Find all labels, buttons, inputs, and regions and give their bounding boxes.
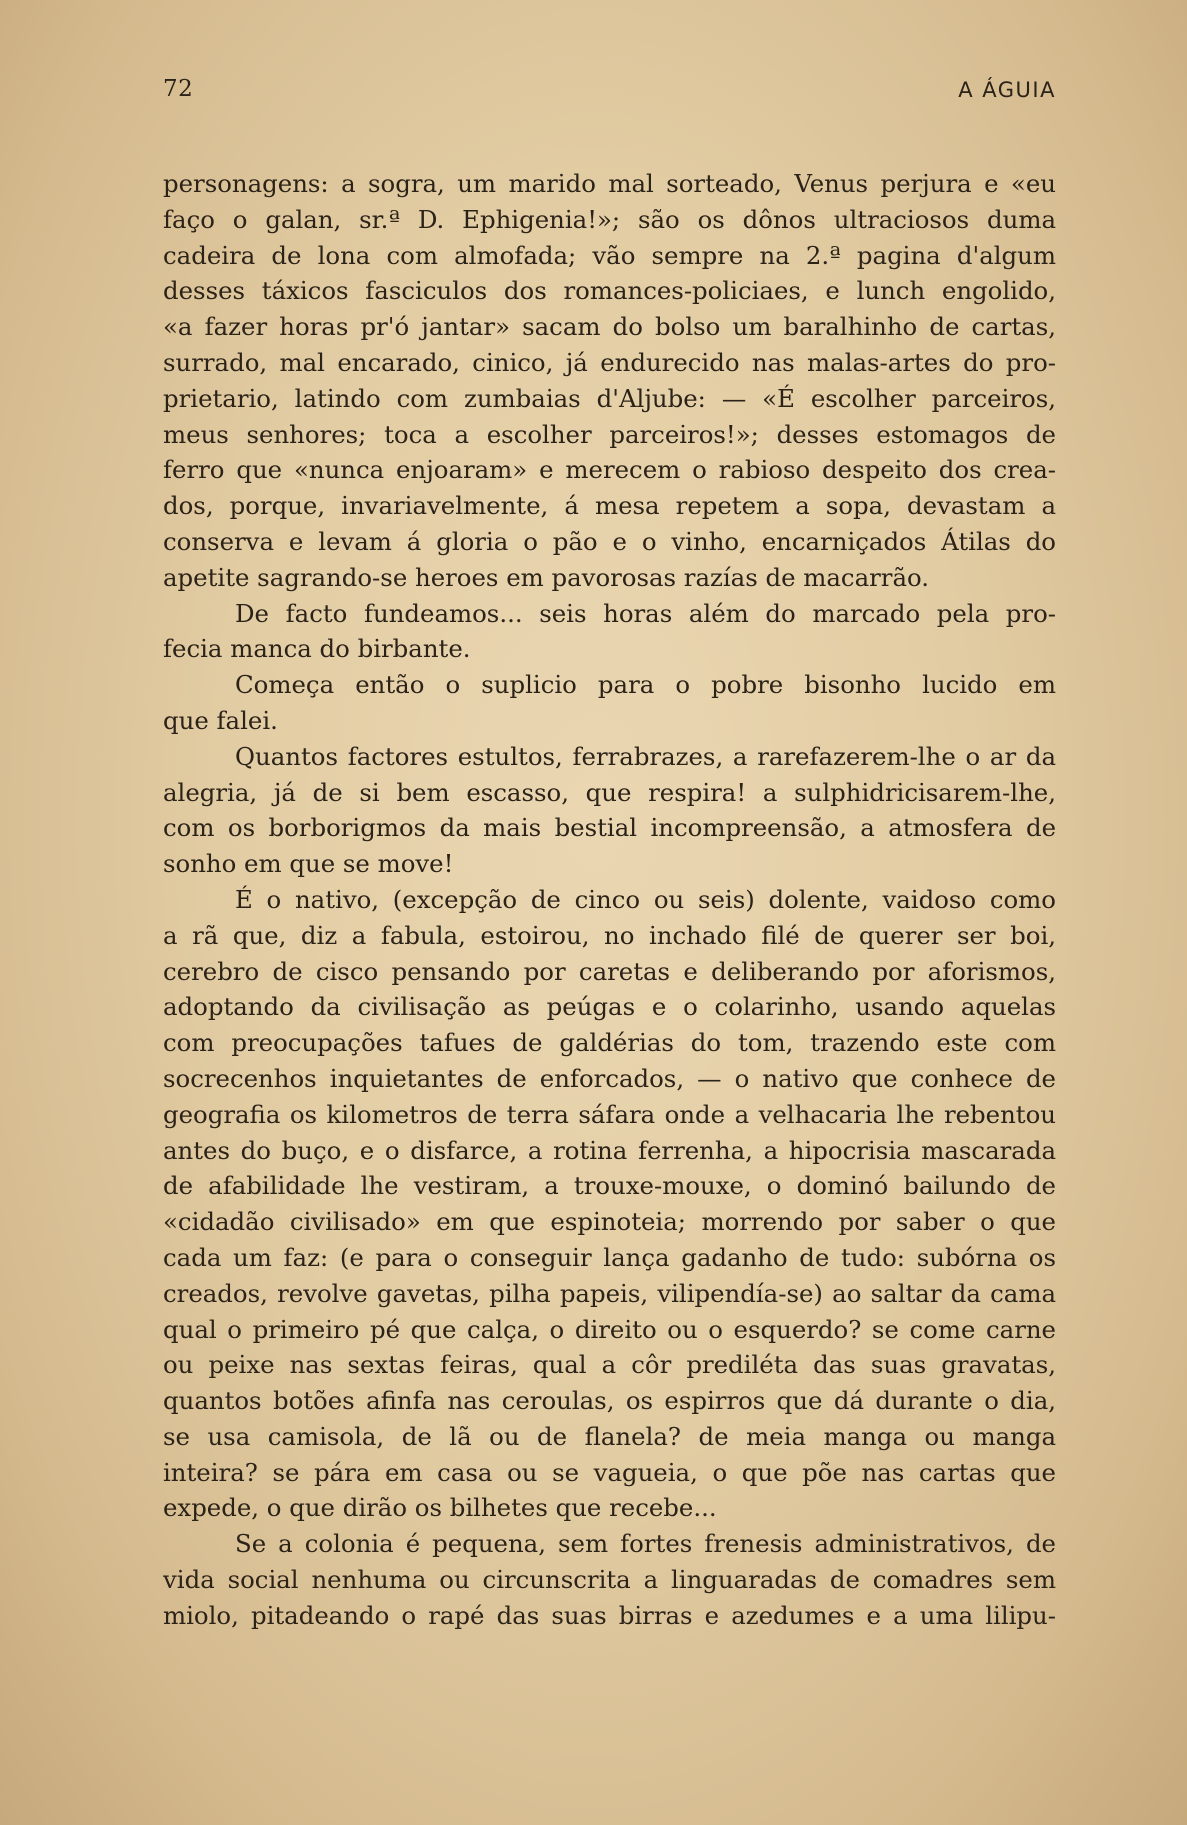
- text-line: com os borborigmos da mais bestial incompreensão, a atmosfera de: [163, 813, 1056, 843]
- text-line: com preocupações tafues de galdérias do tom, trazendo este com: [163, 1028, 1056, 1058]
- text-line: prietario, latindo com zumbaias d'Aljube: — «É escolher parceiros,: [163, 383, 1056, 413]
- text-line: personagens: a sogra, um marido mal sorteado, Venus perjura e «eu: [163, 169, 1056, 198]
- text-line: antes do buço, e o disfarce, a rotina ferrenha, a hipocrisia mascarada: [163, 1135, 1056, 1165]
- text-line: desses táxicos fasciculos dos romances-policiaes, e lunch engolido,: [163, 276, 1056, 306]
- text-line: miolo, pitadeando o rapé das suas birras e azedumes e a uma lilipu-: [163, 1600, 1056, 1630]
- text-line: fecia manca do birbante.: [163, 634, 471, 664]
- text-line: que falei.: [163, 705, 278, 735]
- body-text: [163, 166, 1056, 1634]
- text-line: cerebro de cisco pensando por caretas e deliberando por aforismos,: [163, 956, 1056, 986]
- text-line: apetite sagrando-se heroes em pavorosas razías de macarrão.: [163, 562, 930, 592]
- text-line: sonho em que se move!: [163, 849, 454, 879]
- text-line: expede, o que dirão os bilhetes que recebe...: [163, 1493, 717, 1523]
- text-line: conserva e levam á gloria o pão e o vinho, encarniçados Átilas do: [163, 526, 1056, 556]
- text-line: de afabilidade lhe vestiram, a trouxe-mouxe, o dominó bailundo de: [163, 1171, 1056, 1201]
- text-line: dos, porque, invariavelmente, á mesa repetem a sopa, devastam a: [163, 491, 1056, 521]
- text-line: geografia os kilometros de terra sáfara onde a velhacaria lhe rebentou: [163, 1099, 1056, 1129]
- paragraph-start: De facto fundeamos... seis horas além do marcado pela pro-: [235, 598, 1056, 628]
- text-line: socrecenhos inquietantes de enforcados, — o nativo que conhece de: [163, 1063, 1056, 1093]
- text-line: vida social nenhuma ou circunscrita a linguaradas de comadres sem: [163, 1565, 1056, 1595]
- text-line: cadeira de lona com almofada; vão sempre na 2.ª pagina d'algum: [163, 240, 1056, 270]
- text-line: a rã que, diz a fabula, estoirou, no inchado filé de querer ser boi,: [163, 920, 1056, 950]
- page-number: 72: [163, 76, 194, 102]
- running-title: A ÁGUIA: [958, 78, 1056, 102]
- text-line: se usa camisola, de lã ou de flanela? de meia manga ou manga: [163, 1421, 1056, 1451]
- text-line: alegria, já de si bem escasso, que respira! a sulphidricisarem-lhe,: [163, 777, 1056, 807]
- paragraph-start: Começa então o suplicio para o pobre bisonho lucido em: [235, 670, 1056, 700]
- text-line: adoptando da civilisação as peúgas e o colarinho, usando aquelas: [163, 992, 1056, 1022]
- paragraph-start: É o nativo, (excepção de cinco ou seis) dolente, vaidoso como: [235, 884, 1056, 914]
- page-header: [163, 76, 1056, 106]
- paragraph-start: Quantos factores estultos, ferrabrazes, a rarefazerem-lhe o ar da: [235, 741, 1056, 771]
- text-line: faço o galan, sr.ª D. Ephigenia!»; são os dônos ultraciosos duma: [163, 204, 1056, 234]
- text-line: ou peixe nas sextas feiras, qual a côr prediléta das suas gravatas,: [163, 1350, 1056, 1380]
- paragraph-start: Se a colonia é pequena, sem fortes frenesis administrativos, de: [235, 1529, 1056, 1559]
- text-line: meus senhores; toca a escolher parceiros!»; desses estomagos de: [163, 419, 1056, 449]
- text-line: «cidadão civilisado» em que espinoteia; morrendo por saber o que: [163, 1207, 1056, 1237]
- text-line: surrado, mal encarado, cinico, já endurecido nas malas-artes do pro-: [163, 347, 1056, 377]
- text-line: quantos botões afinfa nas ceroulas, os espirros que dá durante o dia,: [163, 1386, 1056, 1416]
- text-line: inteira? se pára em casa ou se vagueia, o que põe nas cartas que: [163, 1457, 1056, 1487]
- text-line: ferro que «nunca enjoaram» e merecem o rabioso despeito dos crea-: [163, 455, 1056, 485]
- text-line: qual o primeiro pé que calça, o direito ou o esquerdo? se come carne: [163, 1314, 1056, 1344]
- text-line: creados, revolve gavetas, pilha papeis, vilipendía-se) ao saltar da cama: [163, 1278, 1056, 1308]
- text-line: «a fazer horas pr'ó jantar» sacam do bolso um baralhinho de cartas,: [163, 312, 1056, 342]
- text-line: cada um faz: (e para o conseguir lança gadanho de tudo: subórna os: [163, 1242, 1056, 1272]
